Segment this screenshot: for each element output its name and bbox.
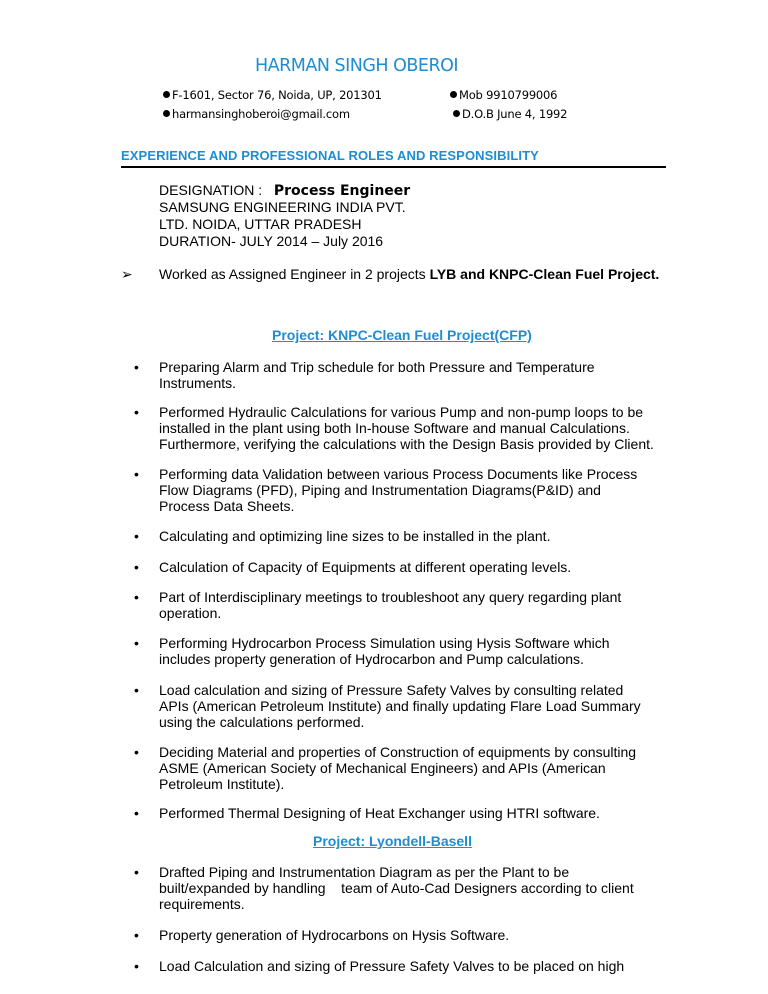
bullet-text-line: Performed Hydraulic Calculations for various Pump and non-pump loops to be	[159, 404, 644, 420]
bullet-text	[159, 806, 704, 822]
bullet-dot-icon: •	[134, 805, 139, 821]
bullet-dot-icon: •	[134, 466, 139, 482]
bullet-text-line: Deciding Material and properties of Construction of equipments by consulting	[159, 744, 637, 760]
bullet-dot-icon: •	[134, 559, 139, 575]
company-line-1: SAMSUNG ENGINEERING INDIA PVT.	[159, 199, 406, 215]
bullet-text-line: ASME (American Society of Mechanical Engineers) and APIs (American	[159, 759, 606, 776]
summary-text	[159, 266, 679, 283]
bullet-text-line: operation.	[159, 604, 222, 621]
company-line-2: LTD. NOIDA, UTTAR PRADESH	[159, 216, 362, 232]
bullet-text-line: Petroleum Institute).	[159, 775, 285, 792]
bullet-text-line: Calculating and optimizing line sizes to be installed in the plant.	[159, 528, 551, 544]
bullet-dot-icon	[163, 110, 170, 117]
bullet-text	[159, 745, 704, 792]
bullet-dot-icon: •	[134, 528, 139, 544]
bullet-text-line: Load calculation and sizing of Pressure Safety Valves by consulting related	[159, 682, 624, 698]
project-title-lyb: Project: Lyondell-Basell	[313, 833, 472, 849]
bullet-dot-icon: •	[134, 359, 139, 375]
bullet-text	[159, 360, 704, 392]
bullet-text	[159, 959, 704, 975]
section-title: EXPERIENCE AND PROFESSIONAL ROLES AND RESPONSIBILITY	[121, 148, 539, 163]
duration-line: DURATION- JULY 2014 – July 2016	[159, 233, 384, 249]
bullet-text-line: APIs (American Petroleum Institute) and finally updating Flare Load Summary	[159, 697, 641, 714]
summary-text-plain: Worked as Assigned Engineer in 2 projects	[159, 266, 430, 282]
bullet-dot-icon	[453, 110, 460, 117]
email-line	[163, 107, 350, 121]
bullet-dot-icon: •	[134, 682, 139, 698]
bullet-text-line: Drafted Piping and Instrumentation Diagram as per the Plant to be	[159, 864, 570, 880]
project-title-cfp: Project: KNPC-Clean Fuel Project(CFP)	[272, 327, 532, 343]
bullet-text-line: Flow Diagrams (PFD), Piping and Instrumentation Diagrams(P&ID) and	[159, 481, 601, 498]
bullet-text	[159, 467, 704, 514]
bullet-text	[159, 405, 704, 452]
designation-value: Process Engineer	[273, 183, 411, 199]
bullet-dot-icon: •	[134, 864, 139, 880]
bullet-text-line: using the calculations performed.	[159, 713, 365, 730]
designation-label: DESIGNATION :	[159, 182, 263, 198]
bullet-text-line: includes property generation of Hydrocarbon and Pump calculations.	[159, 650, 584, 667]
bullet-text	[159, 683, 704, 730]
bullet-dot-icon: •	[134, 404, 139, 420]
dob-line	[453, 107, 567, 121]
bullet-dot-icon	[450, 91, 457, 98]
bullet-text-line: Furthermore, verifying the calculations with the Design Basis provided by Client.	[159, 435, 654, 452]
bullet-text-line: requirements.	[159, 895, 245, 912]
bullet-text-line: Part of Interdisciplinary meetings to troubleshoot any query regarding plant	[159, 589, 622, 605]
bullet-text-line: Calculation of Capacity of Equipments at different operating levels.	[159, 559, 572, 575]
arrow-bullet-icon: ➢	[121, 266, 133, 282]
bullet-text	[159, 928, 704, 944]
summary-text-bold: LYB and KNPC-Clean Fuel Project.	[429, 266, 660, 282]
bullet-dot-icon	[163, 91, 170, 98]
bullet-text-line: Load Calculation and sizing of Pressure Safety Valves to be placed on high	[159, 958, 625, 974]
bullet-text	[159, 865, 704, 912]
bullet-text-line: Performed Thermal Designing of Heat Exchanger using HTRI software.	[159, 805, 600, 821]
email-text: harmansinghoberoi@gmail.com	[172, 107, 350, 121]
bullet-text-line: Preparing Alarm and Trip schedule for both Pressure and Temperature	[159, 359, 595, 375]
candidate-name: HARMAN SINGH OBEROI	[255, 56, 459, 76]
designation-line	[159, 182, 410, 200]
bullet-dot-icon: •	[134, 589, 139, 605]
bullet-text	[159, 590, 704, 622]
bullet-text	[159, 560, 704, 576]
address-text: F-1601, Sector 76, Noida, UP, 201301	[172, 88, 382, 102]
bullet-text-line: Performing Hydrocarbon Process Simulation using Hysis Software which	[159, 635, 610, 651]
bullet-dot-icon: •	[134, 927, 139, 943]
dob-text: D.O.B June 4, 1992	[462, 107, 568, 121]
bullet-text	[159, 529, 704, 545]
bullet-text-line: built/expanded by handling team of Auto-Cad Designers according to client	[159, 879, 634, 896]
bullet-text-line: Performing data Validation between various Process Documents like Process	[159, 466, 638, 482]
bullet-text-line: Process Data Sheets.	[159, 497, 295, 514]
bullet-dot-icon: •	[134, 958, 139, 974]
bullet-text-line: installed in the plant using both In-house Software and manual Calculations.	[159, 419, 630, 436]
mobile-text: Mob 9910799006	[459, 88, 558, 102]
mobile-line	[450, 88, 557, 102]
address-line	[163, 88, 382, 102]
bullet-dot-icon: •	[134, 635, 139, 651]
section-divider	[121, 166, 666, 168]
bullet-text	[159, 636, 704, 668]
bullet-dot-icon: •	[134, 744, 139, 760]
bullet-text-line: Property generation of Hydrocarbons on Hysis Software.	[159, 927, 510, 943]
bullet-text-line: Instruments.	[159, 374, 237, 391]
